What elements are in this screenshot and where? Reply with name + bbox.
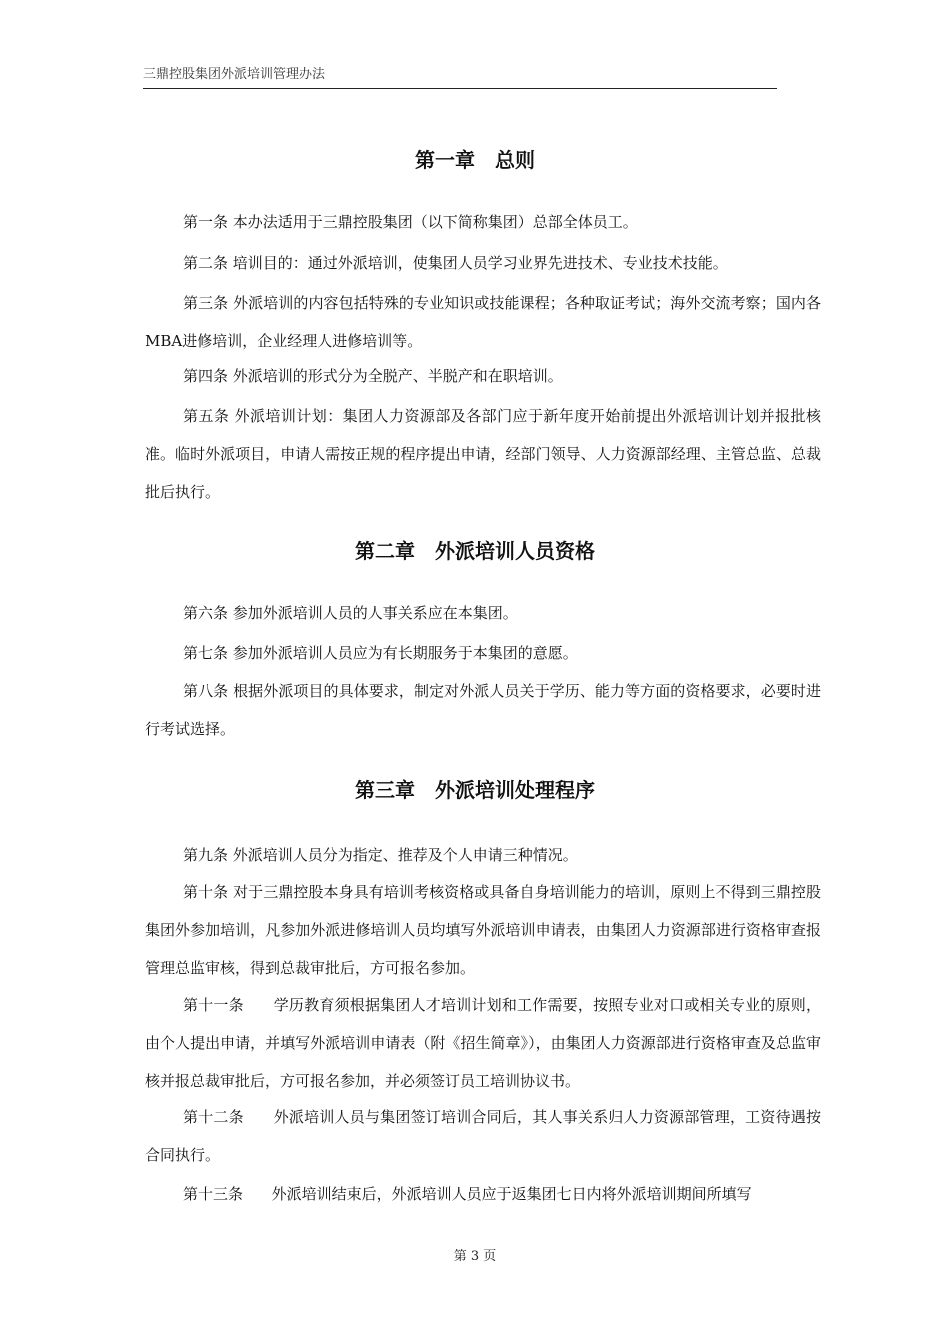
article: 第十一条 学历教育须根据集团人才培训计划和工作需要，按照专业对口或相关专业的原则，由个人提出申请，并填写外派培训申请表（附《招生简章》），由集团人力资源部进行资格审查及总监审核并报总裁审批后，方可报名参加，并必须签订员工培训协议书。 [145, 996, 821, 1090]
page-number: 第 3 页 [453, 1249, 497, 1264]
article: 第一条 本办法适用于三鼎控股集团（以下简称集团）总部全体员工。 [183, 213, 638, 231]
article: 第五条 外派培训计划：集团人力资源部及各部门应于新年度开始前提出外派培训计划并报批核准。临时外派项目，申请人需按正规的程序提出申请，经部门领导、人力资源部经理、主管总监、总裁批后执行。 [145, 407, 821, 501]
article: 第十三条 外派培训结束后，外派培训人员应于返集团七日内将外派培训期间所填写 [183, 1185, 752, 1203]
article: 第三条 外派培训的内容包括特殊的专业知识或技能课程；各种取证考试；海外交流考察；国内各MBA进修培训，企业经理人进修培训等。 [145, 294, 821, 350]
article: 第四条 外派培训的形式分为全脱产、半脱产和在职培训。 [183, 367, 563, 385]
article: 第十条 对于三鼎控股本身具有培训考核资格或具备自身培训能力的培训，原则上不得到三鼎控股集团外参加培训，凡参加外派进修培训人员均填写外派培训申请表，由集团人力资源部进行资格审查报管理总监审核，得到总裁审批后，方可报名参加。 [145, 883, 821, 977]
article: 第二条 培训目的：通过外派培训，使集团人员学习业界先进技术、专业技术技能。 [183, 254, 728, 272]
chapter-title: 第三章 外派培训处理程序 [355, 778, 595, 802]
chapter-title: 第一章 总则 [415, 148, 535, 172]
article: 第七条 参加外派培训人员应为有长期服务于本集团的意愿。 [183, 644, 578, 662]
chapter-title: 第二章 外派培训人员资格 [355, 539, 595, 563]
article: 第六条 参加外派培训人员的人事关系应在本集团。 [183, 604, 518, 622]
article: 第八条 根据外派项目的具体要求，制定对外派人员关于学历、能力等方面的资格要求，必要时进行考试选择。 [145, 682, 821, 738]
article: 第九条 外派培训人员分为指定、推荐及个人申请三种情况。 [183, 846, 578, 864]
page-header [143, 66, 777, 89]
article: 第十二条 外派培训人员与集团签订培训合同后，其人事关系归人力资源部管理，工资待遇按合同执行。 [145, 1108, 821, 1164]
document-title: 三鼎控股集团外派培训管理办法 [143, 67, 326, 82]
